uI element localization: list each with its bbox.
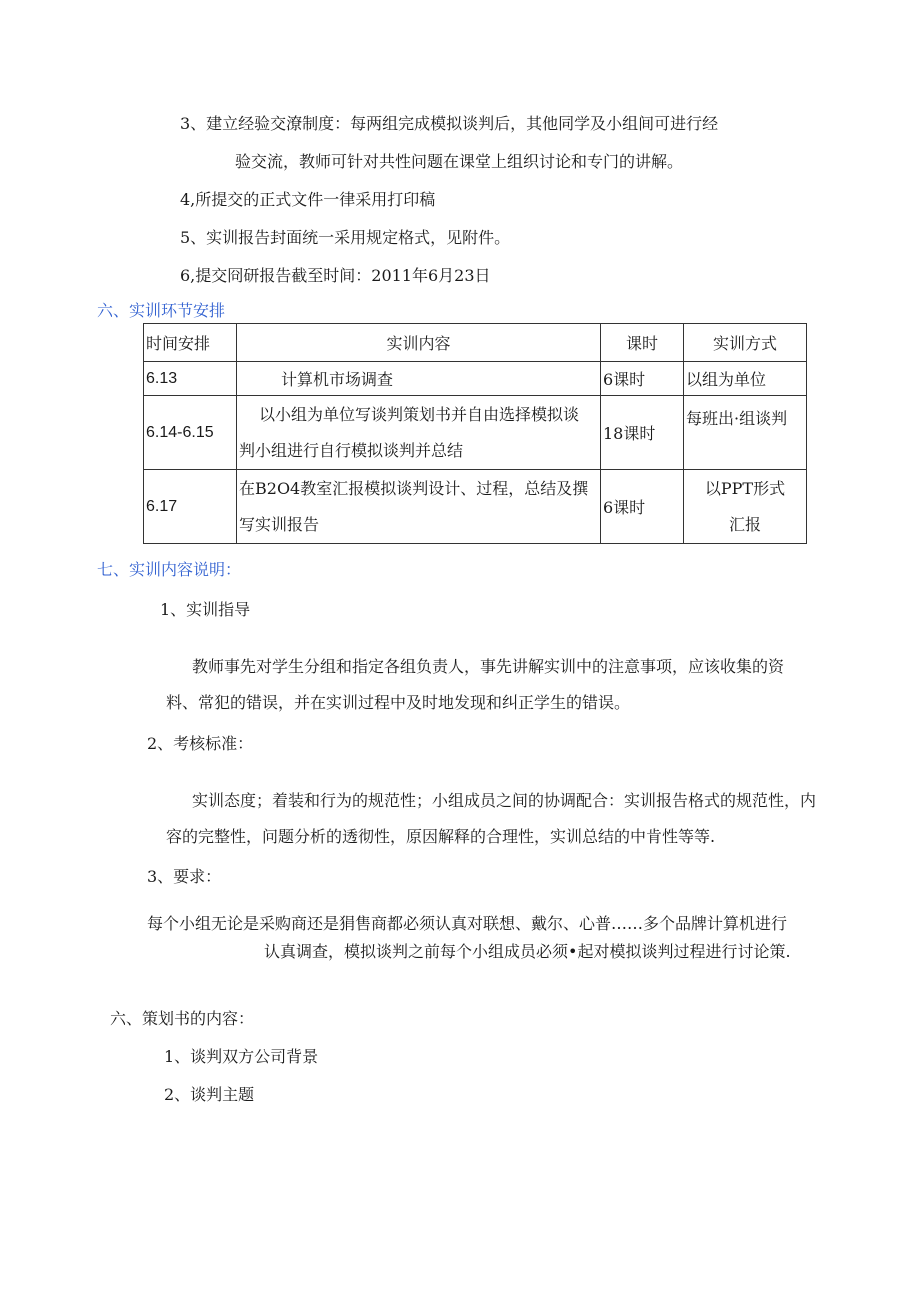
criteria-line-1: 实训态度；着装和行为的规范性；小组成员之间的协调配合：实训报告格式的规范性，内 [192, 791, 817, 810]
table-row [144, 362, 807, 396]
row-mode-line: 汇报 [728, 514, 761, 534]
row-content-line: 写实训报告 [239, 514, 320, 534]
row-date: 6.17 [144, 470, 237, 544]
row-mode-line: 以PPT形式 [704, 478, 786, 498]
guide-line-1: 教师事先对学生分组和指定各组负责人，事先讲解实训中的注意事项，应该收集的资 [192, 657, 785, 676]
row-content-line: 判小组进行自行模拟谈判并总结 [239, 440, 464, 460]
table-row [144, 396, 807, 470]
header-hours: 课时 [601, 324, 684, 362]
row-date: 6.14-6.15 [144, 396, 237, 470]
row-content: 计算机市场调查 [237, 362, 601, 396]
table-row [144, 470, 807, 544]
row-content [237, 396, 601, 470]
criteria-line-2: 容的完整性，问题分析的透彻性，原因解释的合理性，实训总结的中肯性等等. [166, 827, 716, 846]
row-content-line: 在B2O4教室汇报模拟谈判设计、过程，总结及撰 [239, 478, 589, 498]
rule-item-6: 6,提交冏研报告截至时间：2011年6月23日 [180, 266, 491, 285]
criteria-title: 2、考核标准： [147, 734, 254, 753]
guide-line-2: 料、常犯的错误，并在实训过程中及时地发现和纠正学生的错误。 [166, 693, 631, 712]
section-7-heading: 七、实训内容说明： [97, 562, 242, 579]
section-6-heading: 六、实训环节安排 [97, 303, 226, 320]
rule-item-3-line1: 3、建立经验交潦制度：每两组完成模拟谈判后，其他同学及小组间可进行经 [180, 114, 719, 133]
guide-title: 1、实训指导 [160, 600, 251, 619]
plan-item-1: 1、谈判双方公司背景 [164, 1047, 319, 1066]
plan-item-2: 2、谈判主题 [164, 1085, 255, 1104]
schedule-table [143, 323, 807, 544]
row-content-line: 以小组为单位写谈判策划书并自由选择模拟谈 [259, 404, 580, 424]
row-content [237, 470, 601, 544]
header-content: 实训内容 [237, 324, 601, 362]
row-mode [684, 470, 807, 544]
header-mode: 实训方式 [684, 324, 807, 362]
plan-heading: 六、策划书的内容： [110, 1009, 255, 1028]
row-hours: 18课时 [601, 396, 684, 470]
row-mode: 每班出·组谈判 [684, 396, 807, 470]
row-hours: 6课时 [601, 470, 684, 544]
row-date: 6.13 [144, 362, 237, 396]
requirement-line-2: 认真调查，模拟谈判之前每个小组成员必须•起对模拟谈判过程进行讨论策. [264, 942, 791, 961]
rule-item-3-line2: 验交流，教师可针对共性问题在课堂上组织讨论和专门的讲解。 [235, 152, 684, 171]
row-mode: 以组为单位 [684, 362, 807, 396]
requirement-line-1: 每个小组无论是采购商还是狷售商都必须认真对联想、戴尔、心普……多个品牌计算机进行 [147, 914, 788, 933]
header-time: 时间安排 [144, 324, 237, 362]
rule-item-4: 4,所提交的正式文件一律采用打印稿 [180, 190, 436, 209]
row-hours: 6课时 [601, 362, 684, 396]
table-header-row [144, 324, 807, 362]
requirement-title: 3、要求： [147, 867, 222, 886]
rule-item-5: 5、实训报告封面统一采用规定格式，见附件。 [180, 228, 511, 247]
